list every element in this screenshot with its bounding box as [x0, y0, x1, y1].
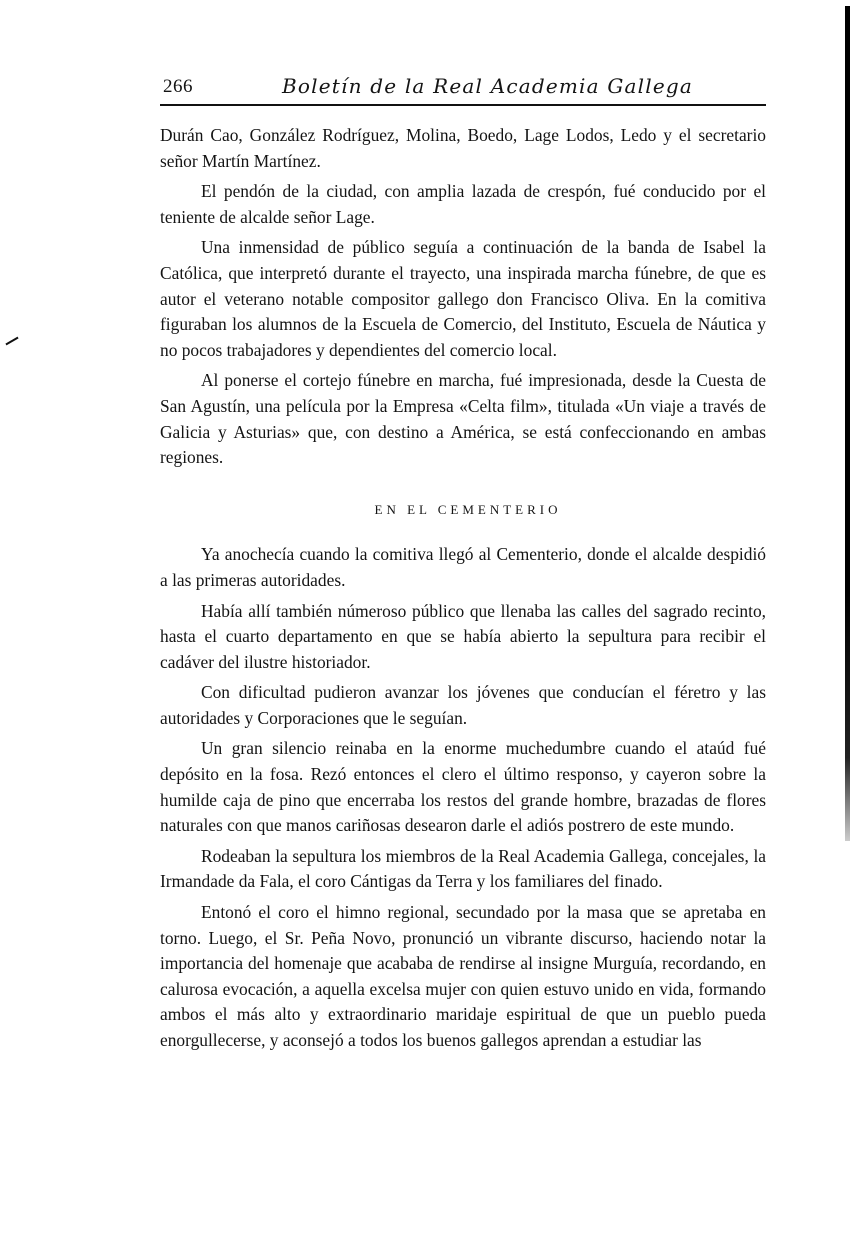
margin-pencil-mark: [5, 337, 18, 346]
paragraph: Durán Cao, González Rodríguez, Molina, Boedo, Lage Lodos, Ledo y el secretario señor Martín Martínez.: [160, 125, 766, 171]
page-number: 266: [163, 76, 193, 97]
body-text: [160, 123, 766, 1054]
paragraph: Entonó el coro el himno regional, secundado por la masa que se apretaba en torno. Luego, el Sr. Peña Novo, pronunció un vibrante discurso, haciendo notar la importancia del homenaje que acababa de rendirse al insigne Murguía, recordando, en calurosa evocación, a aquella excelsa mujer con quien estuvo unido en vida, formando ambos el más alto y extraordinario maridaje espiritual de que un pueblo pueda enorgullecerse, y aconsejó a todos los buenos gallegos aprendan a estudiar las: [160, 902, 766, 1050]
running-header: [160, 70, 766, 106]
paragraph: Había allí también númeroso público que llenaba las calles del sagrado recinto, hasta el cuarto departamento en que se había abierto la sepultura para recibir el cadáver del ilustre historiador.: [160, 600, 766, 672]
scan-edge-shadow: [845, 6, 850, 841]
paragraph: Rodeaban la sepultura los miembros de la Real Academia Gallega, concejales, la Irmandade da Fala, el coro Cántigas da Terra y los familiares del finado.: [160, 845, 766, 892]
document-page: [160, 70, 766, 1059]
paragraph: Ya anochecía cuando la comitiva llegó al Cementerio, donde el alcalde despidió a las primeras autoridades.: [160, 544, 766, 590]
paragraph: Al ponerse el cortejo fúnebre en marcha, fué impresionada, desde la Cuesta de San Agustín, una película por la Empresa «Celta film», titulada «Un viaje a través de Galicia y Asturias» que, con destino a América, se está confeccionando en ambas regiones.: [160, 370, 766, 468]
paragraph: Un gran silencio reinaba en la enorme muchedumbre cuando el ataúd fué depósito en la fosa. Rezó entonces el clero el último responso, y cayeron sobre la humilde caja de pino que encerraba los restos del grande hombre, brazadas de flores naturales con que manos cariñosas desearon darle el adiós postrero de este mundo.: [160, 738, 766, 836]
paragraph: Una inmensidad de público seguía a continuación de la banda de Isabel la Católica, que interpretó durante el trayecto, una inspirada marcha fúnebre, de que es autor el veterano notable compositor gallego don Francisco Oliva. En la comitiva figuraban los alumnos de la Escuela de Comercio, del Instituto, Escuela de Náutica y no pocos trabajadores y dependientes del comercio local.: [160, 237, 766, 360]
paragraph: El pendón de la ciudad, con amplia lazada de crespón, fué conducido por el teniente de alcalde señor Lage.: [160, 181, 766, 227]
paragraph: Con dificultad pudieron avanzar los jóvenes que conducían el féretro y las autoridades y Corporaciones que le seguían.: [160, 682, 766, 728]
section-heading: EN EL CEMENTERIO: [374, 501, 562, 517]
journal-title: Boletín de la Real Academia Gallega: [282, 74, 693, 98]
